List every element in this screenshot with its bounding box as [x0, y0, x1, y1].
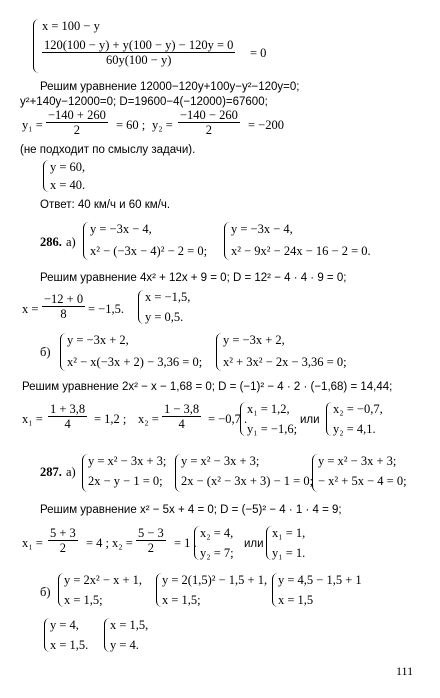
equation-line: y = 4,5 − 1,5 + 1: [278, 573, 362, 587]
fraction-denominator: 4: [64, 417, 71, 431]
part-label: а): [66, 235, 76, 249]
equation-line: y = −3x + 2,: [223, 333, 285, 347]
equation-line: x = 40.: [50, 178, 86, 192]
equation-line: − x² + 5x − 4 = 0;: [318, 474, 407, 488]
equation-line: y = −3x − 4,: [90, 222, 152, 236]
system-brace: [33, 19, 40, 73]
equation-line: y = x² − 3x + 3;: [88, 454, 167, 468]
system-brace: [224, 222, 230, 260]
fraction-numerator: 1 − 3,8: [164, 402, 200, 416]
equation-line: x₂ =: [112, 536, 133, 550]
equation-line: y = x² − 3x + 3;: [181, 454, 260, 468]
equation-line: x₁ =: [22, 412, 43, 426]
equation-line: = 60 ;: [116, 118, 146, 132]
fraction: [46, 108, 108, 137]
equation-line: = −0,7 .: [208, 412, 248, 426]
part-label: б): [40, 585, 51, 599]
part-label: а): [66, 465, 76, 479]
fraction: [48, 526, 78, 555]
fraction-numerator: 5 − 3: [138, 526, 164, 540]
equation-line: x = 1,5,: [110, 618, 149, 632]
fraction-numerator: 5 + 3: [50, 526, 76, 540]
equation-line: x = −1,5,: [145, 290, 191, 304]
equation-line: 2x − (x² − 3x + 3) − 1 = 0;: [181, 474, 314, 488]
fraction: [42, 38, 235, 67]
fraction: [178, 108, 240, 137]
equation-line: x₁ =: [22, 536, 43, 550]
equation-line: y₂ = 7;: [200, 546, 234, 560]
equation-line: y₂ = 4,1.: [333, 422, 376, 436]
fraction: [136, 526, 166, 555]
equation-line: y = x² − 3x + 3;: [318, 454, 397, 468]
task-number: 286.: [40, 235, 62, 249]
equation-line: x = 1,5: [278, 593, 314, 607]
text-line: Решим уравнение 4x² + 12x + 9 = 0; D = 12² − 4 · 4 · 9 = 0;: [40, 272, 347, 284]
equation-line: x =: [22, 302, 39, 316]
equation-line: x₁ = 1,2,: [247, 402, 290, 416]
page-number: 111: [396, 664, 414, 678]
fraction-denominator: 2: [147, 541, 155, 555]
or-word: или: [300, 414, 320, 426]
text-line: Решим уравнение 12000−120y+100y−y²−120y=0;: [40, 81, 300, 93]
task-number: 287.: [40, 465, 62, 479]
fraction: [48, 402, 87, 431]
equation-line: x² − 9x² − 24x − 16 − 2 = 0.: [231, 244, 371, 258]
equation-line: x² + 3x² − 2x − 3,36 = 0;: [223, 355, 347, 369]
fraction-denominator: 2: [205, 123, 213, 137]
equation-line: x₂ = 4,: [200, 526, 234, 540]
equation-line: y = 2x² − x + 1,: [64, 573, 143, 587]
equation-line: y₂ =: [152, 118, 173, 132]
equation-line: x = 1,5;: [64, 593, 103, 607]
fraction-denominator: 8: [60, 307, 67, 321]
equation-line: y₁ = 1.: [272, 546, 306, 560]
or-word: или: [244, 538, 264, 550]
fraction-denominator: 2: [59, 541, 67, 555]
equation-line: y = −3x + 2,: [67, 333, 129, 347]
text-line: Решим уравнение 2x² − x − 1,68 = 0; D = (−1)² − 4 · 2 · (−1,68) = 14,44;: [22, 381, 393, 393]
fraction: [162, 402, 201, 431]
equation-line: y = 4.: [110, 638, 139, 652]
equation-line: = −200: [248, 118, 284, 132]
equation-line: y = 4,: [50, 618, 79, 632]
answer-line: Ответ: 40 км/ч и 60 км/ч.: [40, 199, 171, 211]
text-line: Решим уравнение x² − 5x + 4 = 0; D = (−5)² − 4 · 1 · 4 = 9;: [40, 504, 342, 516]
system-brace: [216, 333, 222, 371]
fraction-numerator: −12 + 0: [44, 292, 84, 306]
equation-line: = 4 ;: [86, 536, 110, 550]
equation-line: x² − (−3x − 4)² − 2 = 0;: [90, 244, 208, 258]
fraction-numerator: −140 + 260: [48, 108, 106, 122]
equation-line: = 0: [250, 46, 267, 60]
equation-line: x₂ = −0,7,: [333, 402, 383, 416]
fraction-denominator: 4: [178, 417, 185, 431]
system-brace: [326, 402, 332, 436]
system-brace: [138, 290, 144, 324]
equation-line: y = 2(1,5)² − 1,5 + 1,: [162, 573, 268, 587]
equation-line: x₁ = 1,: [272, 526, 306, 540]
equation-line: x = 100 − y: [42, 19, 100, 33]
equation-line: = −1,5.: [88, 302, 124, 316]
equation-line: 2x − y − 1 = 0;: [88, 474, 163, 488]
equation-line: x = 1,5.: [50, 638, 89, 652]
part-label: б): [40, 345, 51, 359]
system-brace: [43, 160, 49, 192]
equation-line: = 1,2 ;: [94, 412, 127, 426]
system-brace: [60, 333, 66, 371]
system-brace: [240, 402, 246, 436]
fraction-numerator: 1 + 3,8: [50, 402, 86, 416]
fraction-denominator: 60y(100 − y): [106, 53, 172, 67]
fraction-numerator: −140 − 260: [180, 108, 238, 122]
equation-line: y₁ = −1,6;: [247, 422, 298, 436]
equation-line: x² − x(−3x + 2) − 3,36 = 0;: [67, 355, 203, 369]
equation-line: y = 0,5.: [145, 310, 184, 324]
equation-line: y = −3x − 4,: [231, 222, 293, 236]
fraction-denominator: 2: [73, 123, 81, 137]
equation-line: y = 60,: [50, 160, 86, 174]
equation-line: x = 1,5;: [162, 593, 201, 607]
fraction: [42, 292, 85, 321]
equation-line: x₂ =: [138, 412, 159, 426]
equation-line: y₁ =: [22, 118, 43, 132]
text-line: (не подходит по смыслу задачи).: [20, 144, 196, 156]
equation-line: = 1 .: [174, 536, 197, 550]
fraction-numerator: 120(100 − y) + y(100 − y) − 120y = 0: [44, 38, 234, 52]
system-brace: [83, 222, 89, 260]
text-line: y²+140y−12000=0; D=19600−4(−12000)=67600;: [20, 96, 268, 108]
